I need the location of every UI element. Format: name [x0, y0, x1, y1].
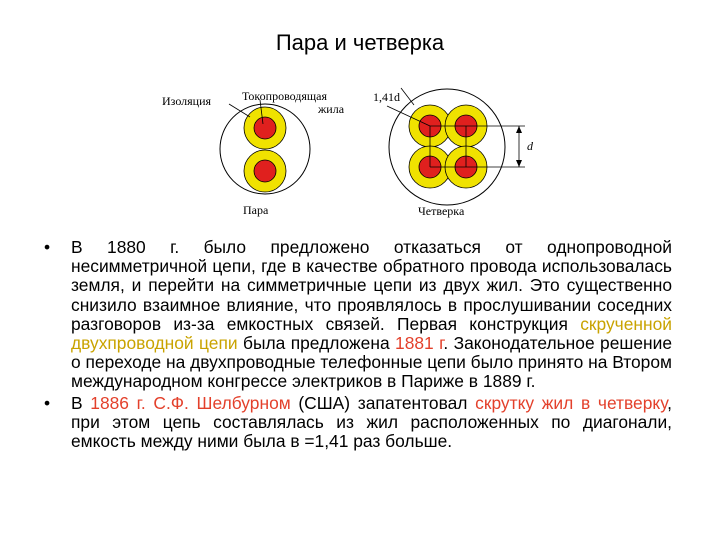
label-quad: Четверка	[418, 204, 465, 218]
bullet-item-1886	[44, 394, 672, 452]
quad-diagram	[373, 88, 534, 218]
bullet-text: В 1880 г. было предложено отказаться от однопроводной несимметричной цепи, где в качестве обратного провода использовалась земля, и перейти на симметричные цепи из двух жил. Это существенно снизило взаимное влияние, что проявлялось в прослушивании соседних разговоров из-за емкостных связей. Первая конструкция скрученной двухпроводной цепи была предложена 1881 г. Законодательное решение о переходе на двухпроводные телефонные цепи было принято на Втором международном конгрессе электриков в Париже в 1889 г.	[71, 237, 672, 392]
label-diag-1-41d: 1,41d	[373, 90, 400, 104]
highlight-year-1881: 1881 г	[395, 333, 444, 354]
pair-conductor-bottom	[254, 160, 276, 182]
label-isolation: Изоляция	[162, 94, 212, 108]
highlight-quad-twist: скрутку жил в четверку	[475, 392, 668, 413]
label-pair: Пара	[243, 203, 269, 217]
bullet-text: В 1886 г. С.Ф. Шелбурном (США) запатентовал скрутку жил в четверку, при этом цепь составлялась из жил расположенных по диагонали, емкость между ними была в =1,41 раз больше.	[71, 392, 672, 452]
cable-diagram	[150, 80, 550, 220]
pair-conductor-top	[254, 117, 276, 139]
slide-title: Пара и четверка	[275, 30, 445, 55]
label-d: d	[527, 139, 533, 153]
bullet-item-1880	[44, 238, 672, 392]
bullet-marker: •	[44, 237, 51, 257]
highlight-twisted-pair: скрученной двухпроводной цепи	[71, 313, 672, 354]
highlight-shelburne: 1886 г. С.Ф. Шелбурном	[90, 392, 291, 413]
label-conductor-line1: Токопроводящая	[242, 89, 328, 103]
quad-outer-sheath	[389, 89, 505, 205]
bullet-marker: •	[44, 392, 51, 413]
pair-diagram	[162, 89, 345, 217]
label-conductor-line2: жила	[318, 102, 345, 116]
bullet-list	[44, 238, 672, 451]
